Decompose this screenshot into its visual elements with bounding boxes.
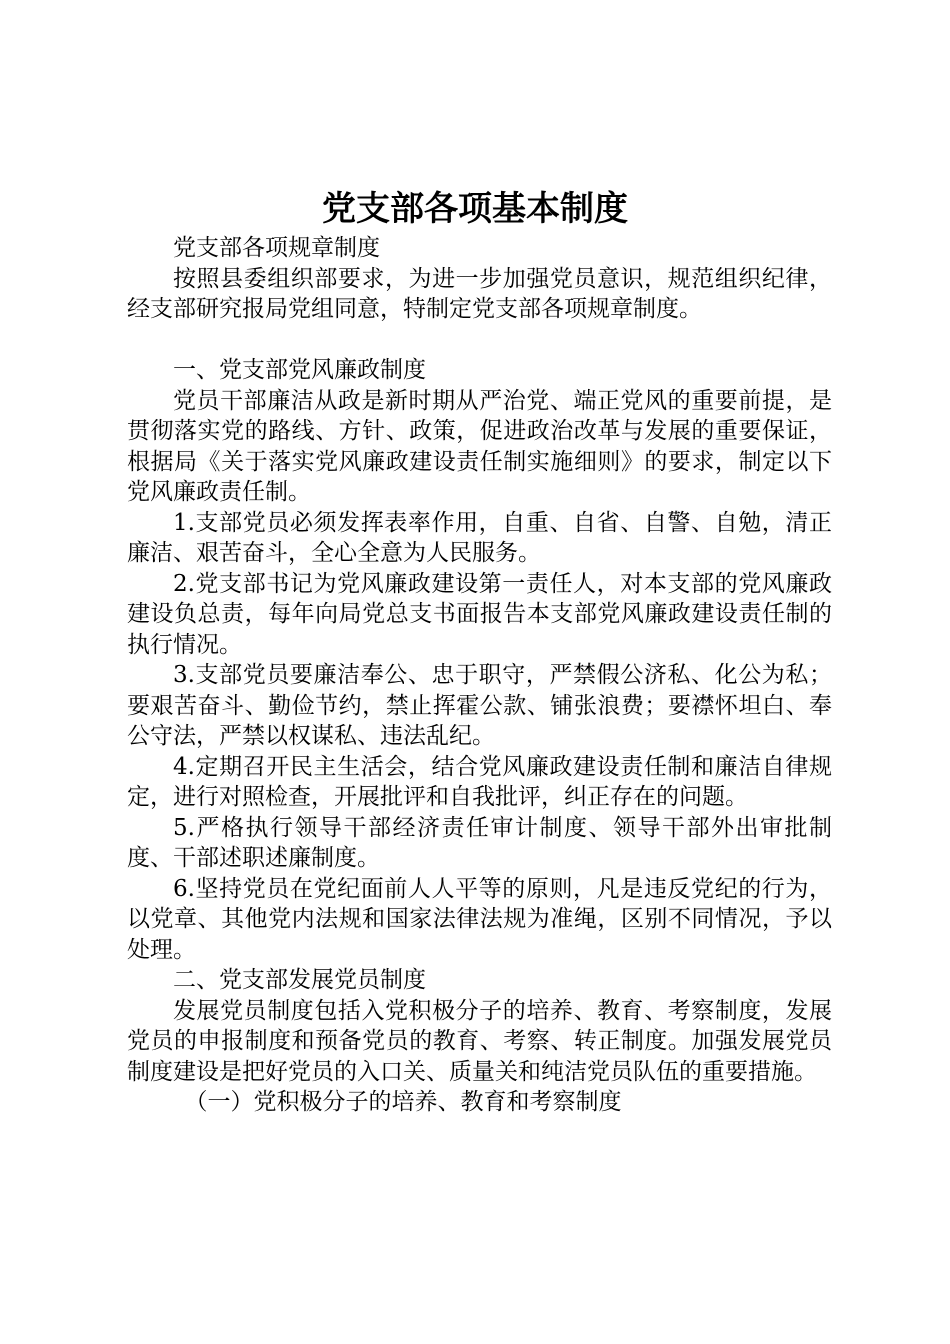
section-heading-2: 二、党支部发展党员制度 <box>173 967 426 993</box>
paragraph-section-2-intro: 发展党员制度包括入党积极分子的培养、教育、考察制度，发展党员的申报制度和预备党员的教育、考察、转正制度。加强发展党员制度建设是把好党员的入口关、质量关和纯洁党员队伍的重要措施。 <box>127 997 832 1085</box>
list-item-3: 3.支部党员要廉洁奉公、忠于职守，严禁假公济私、化公为私；要艰苦奋斗、勤俭节约，禁止挥霍公款、铺张浪费；要襟怀坦白、奉公守法，严禁以权谋私、违法乱纪。 <box>127 662 832 749</box>
list-item-6: 6.坚持党员在党纪面前人人平等的原则，凡是违反党纪的行为，以党章、其他党内法规和国家法律法规为准绳，区别不同情况，予以处理。 <box>127 875 832 963</box>
document-title: 党支部各项基本制度 <box>322 189 628 229</box>
list-item-2: 2.党支部书记为党风廉政建设第一责任人，对本支部的党风廉政建设负总责，每年向局党总支书面报告本支部党风廉政建设责任制的执行情况。 <box>127 570 832 658</box>
list-item-5: 5.严格执行领导干部经济责任审计制度、领导干部外出审批制度、干部述职述廉制度。 <box>127 814 832 871</box>
paragraph-section-1-intro: 党员干部廉洁从政是新时期从严治党、端正党风的重要前提，是贯彻落实党的路线、方针、政策，促进政治改革与发展的重要保证，根据局《关于落实党风廉政建设责任制实施细则》的要求，制定以下党风廉政责任制。 <box>127 387 832 505</box>
document-body <box>127 233 832 1118</box>
subsection-heading-1: （一）党积极分子的培养、教育和考察制度 <box>184 1089 622 1115</box>
section-heading-1: 一、党支部党风廉政制度 <box>173 357 426 383</box>
paragraph-intro: 按照县委组织部要求，为进一步加强党员意识，规范组织纪律，经支部研究报局党组同意，特制定党支部各项规章制度。 <box>127 265 832 322</box>
paragraph-subtitle: 党支部各项规章制度 <box>173 235 380 261</box>
list-item-4: 4.定期召开民主生活会，结合党风廉政建设责任制和廉洁自律规定，进行对照检查，开展批评和自我批评，纠正存在的问题。 <box>127 753 832 810</box>
list-item-1: 1.支部党员必须发挥表率作用，自重、自省、自警、自勉，清正廉洁、艰苦奋斗，全心全意为人民服务。 <box>127 509 832 566</box>
